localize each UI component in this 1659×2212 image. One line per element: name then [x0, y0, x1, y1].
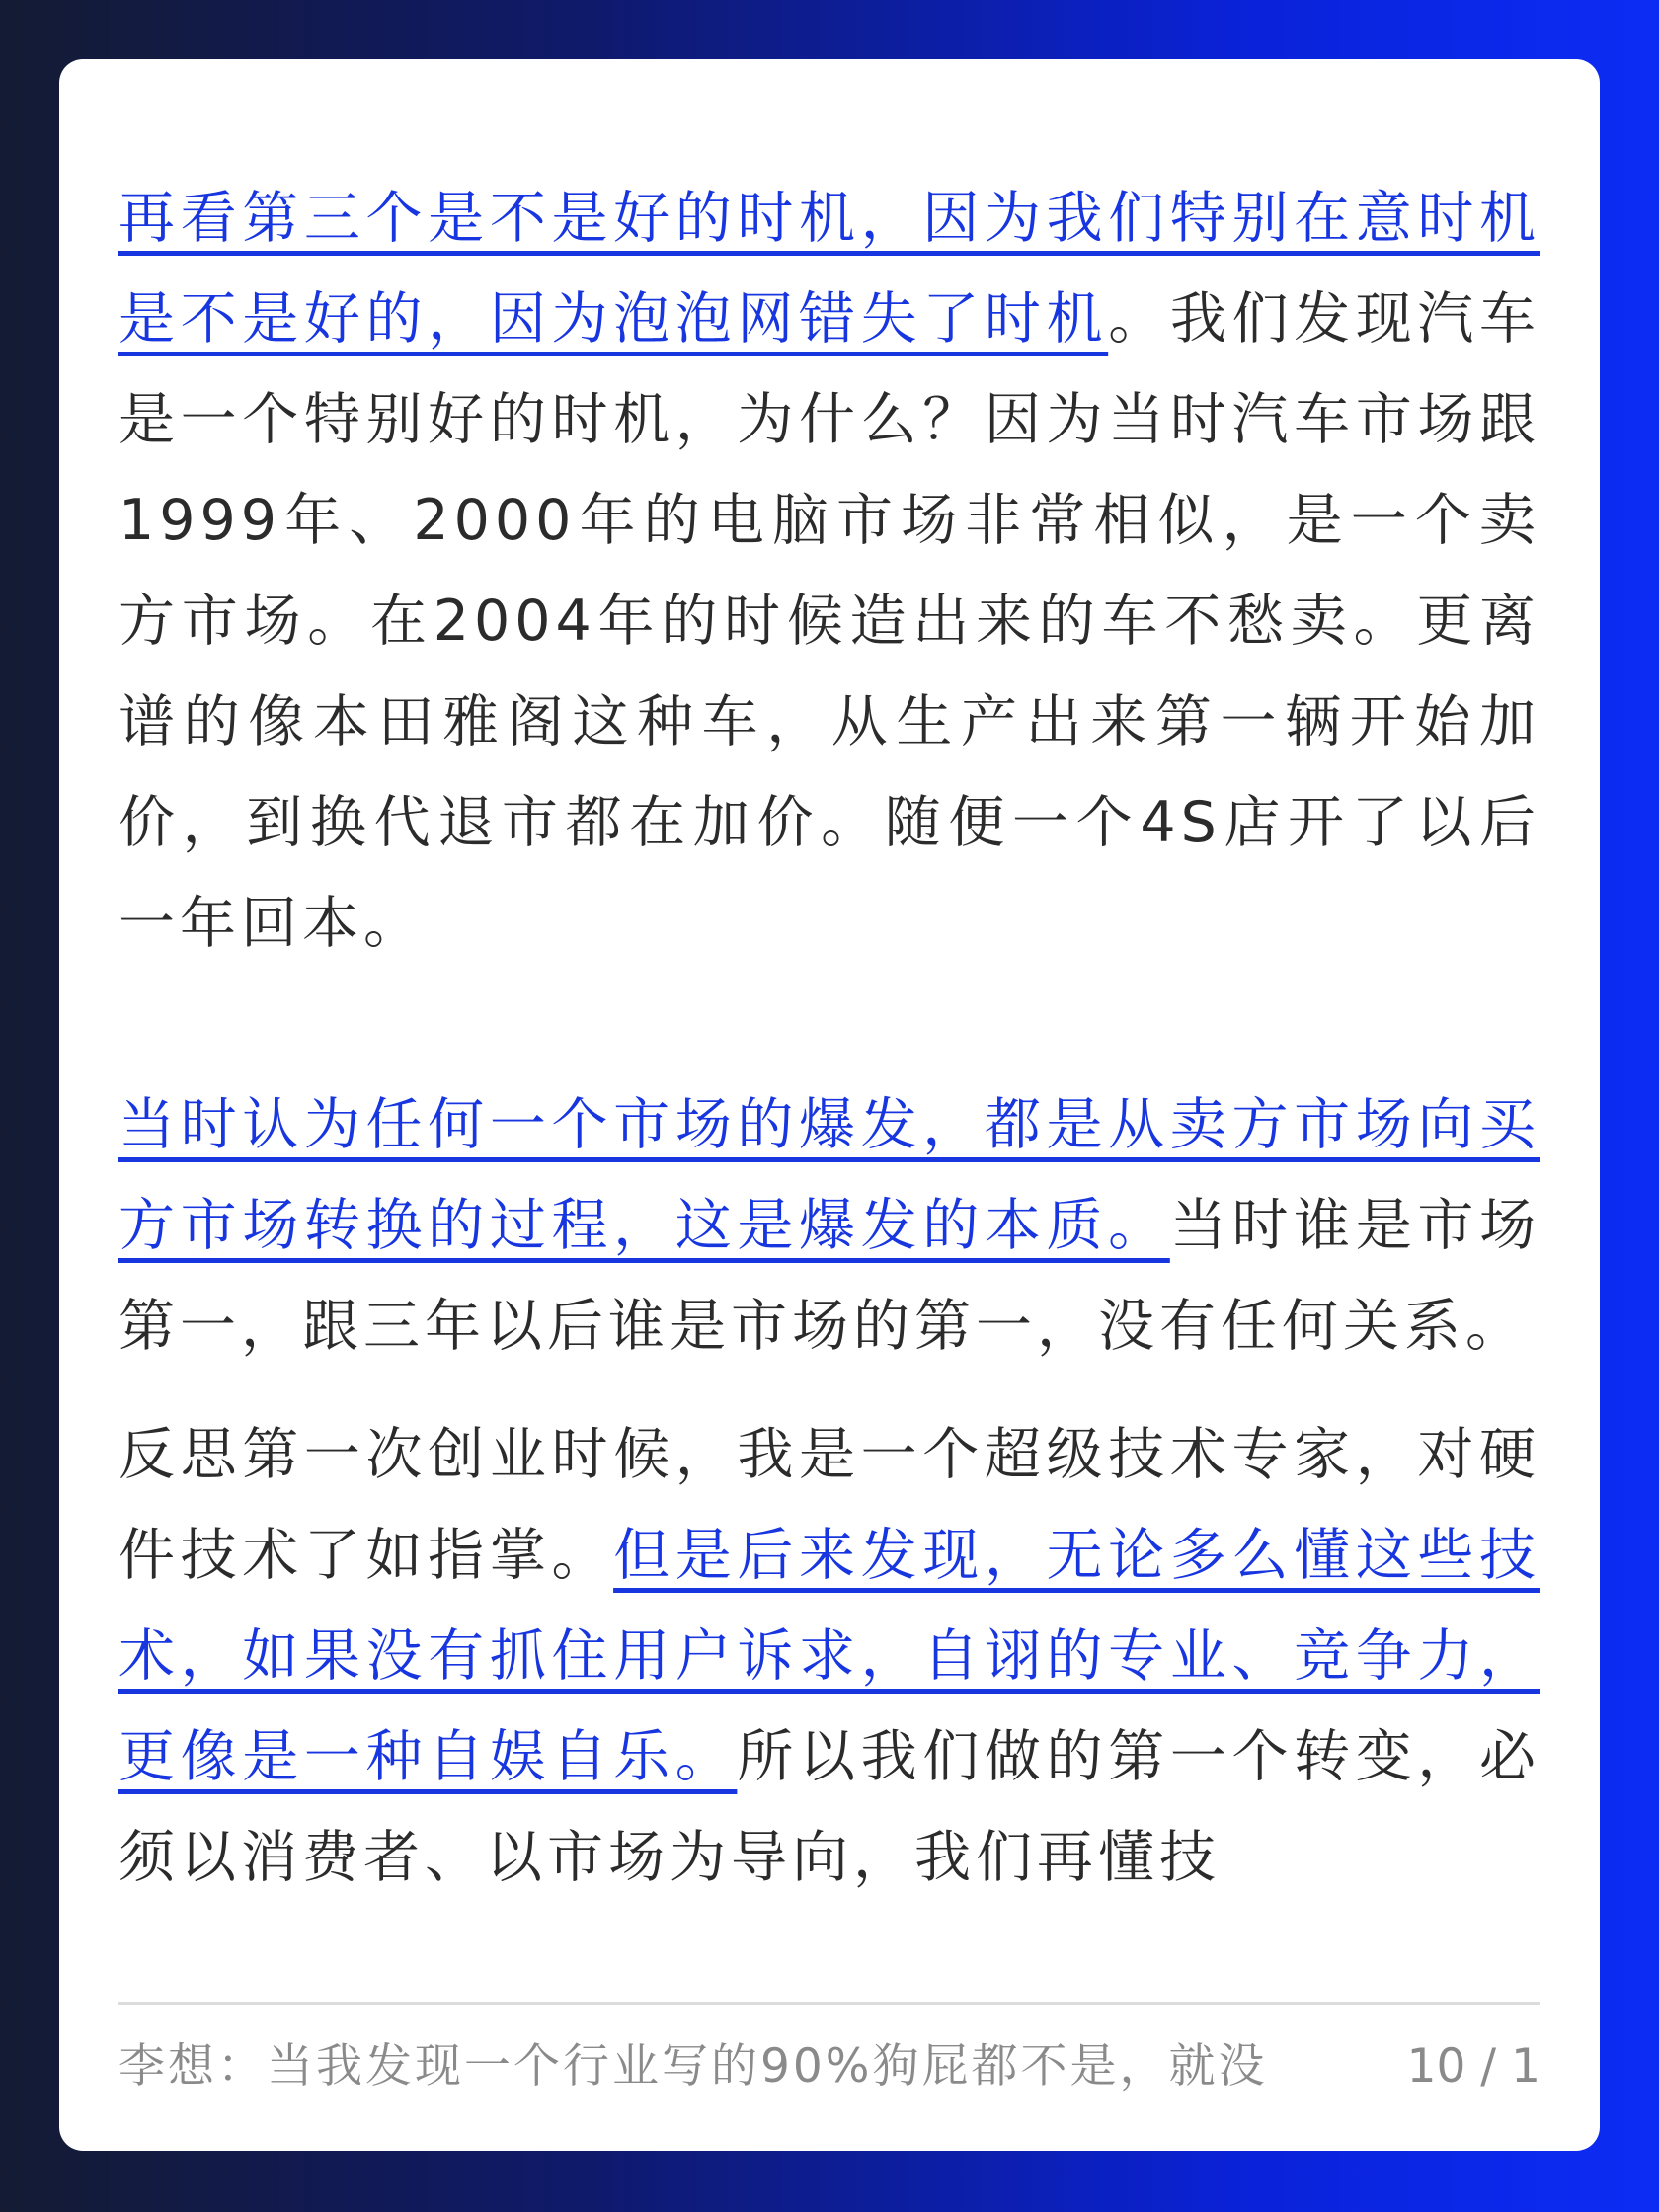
paragraph-3: [118, 1404, 1540, 1908]
article-body: [118, 168, 1540, 2005]
paragraph-text: 。我们发现汽车是一个特别好的时机，为什么？因为当时汽车市场跟1999年、2000年的电脑市场非常相似，是一个卖方市场。在2004年的时候造出来的车不愁卖。更离谱的像本田雅阁这种车，从生产出来第一辆开始加价，到换代退市都在加价。随便一个4S店开了以后一年回本。: [118, 286, 1540, 956]
highlighted-text: 再看第三个是不是好的时机，因为我们特别在意时机是不是好的，因为泡泡网错失了时机: [118, 186, 1540, 352]
paragraph-2: [118, 1074, 1540, 1377]
highlighted-text: 当时认为任何一个市场的爆发，都是从卖方市场向买方市场转换的过程，这是爆发的本质。: [118, 1092, 1540, 1258]
highlighted-text: 但是后来发现，无论多么懂这些技术，如果没有抓住用户诉求，自诩的专业、竞争力，更像是一种自娱自乐。: [118, 1523, 1540, 1789]
article-footer: [118, 2002, 1540, 2094]
article-card: [59, 59, 1600, 2151]
paragraph-1: [118, 168, 1540, 974]
paragraph-text: 当时谁是市场第一，跟三年以后谁是市场的第一，没有任何关系。: [118, 1193, 1540, 1359]
paragraph-text: 反思第一次创业时候，我是一个超级技术专家，对硬件技术了如指掌。: [118, 1422, 1540, 1588]
footer-title[interactable]: 李想：当我发现一个行业写的90%狗屁都不是，就没: [118, 2039, 1268, 2094]
paragraph-text: 所以我们做的第一个转变，必须以消费者、以市场为导向，我们再懂技: [118, 1724, 1540, 1890]
page-indicator: 10 / 1: [1406, 2039, 1540, 2094]
